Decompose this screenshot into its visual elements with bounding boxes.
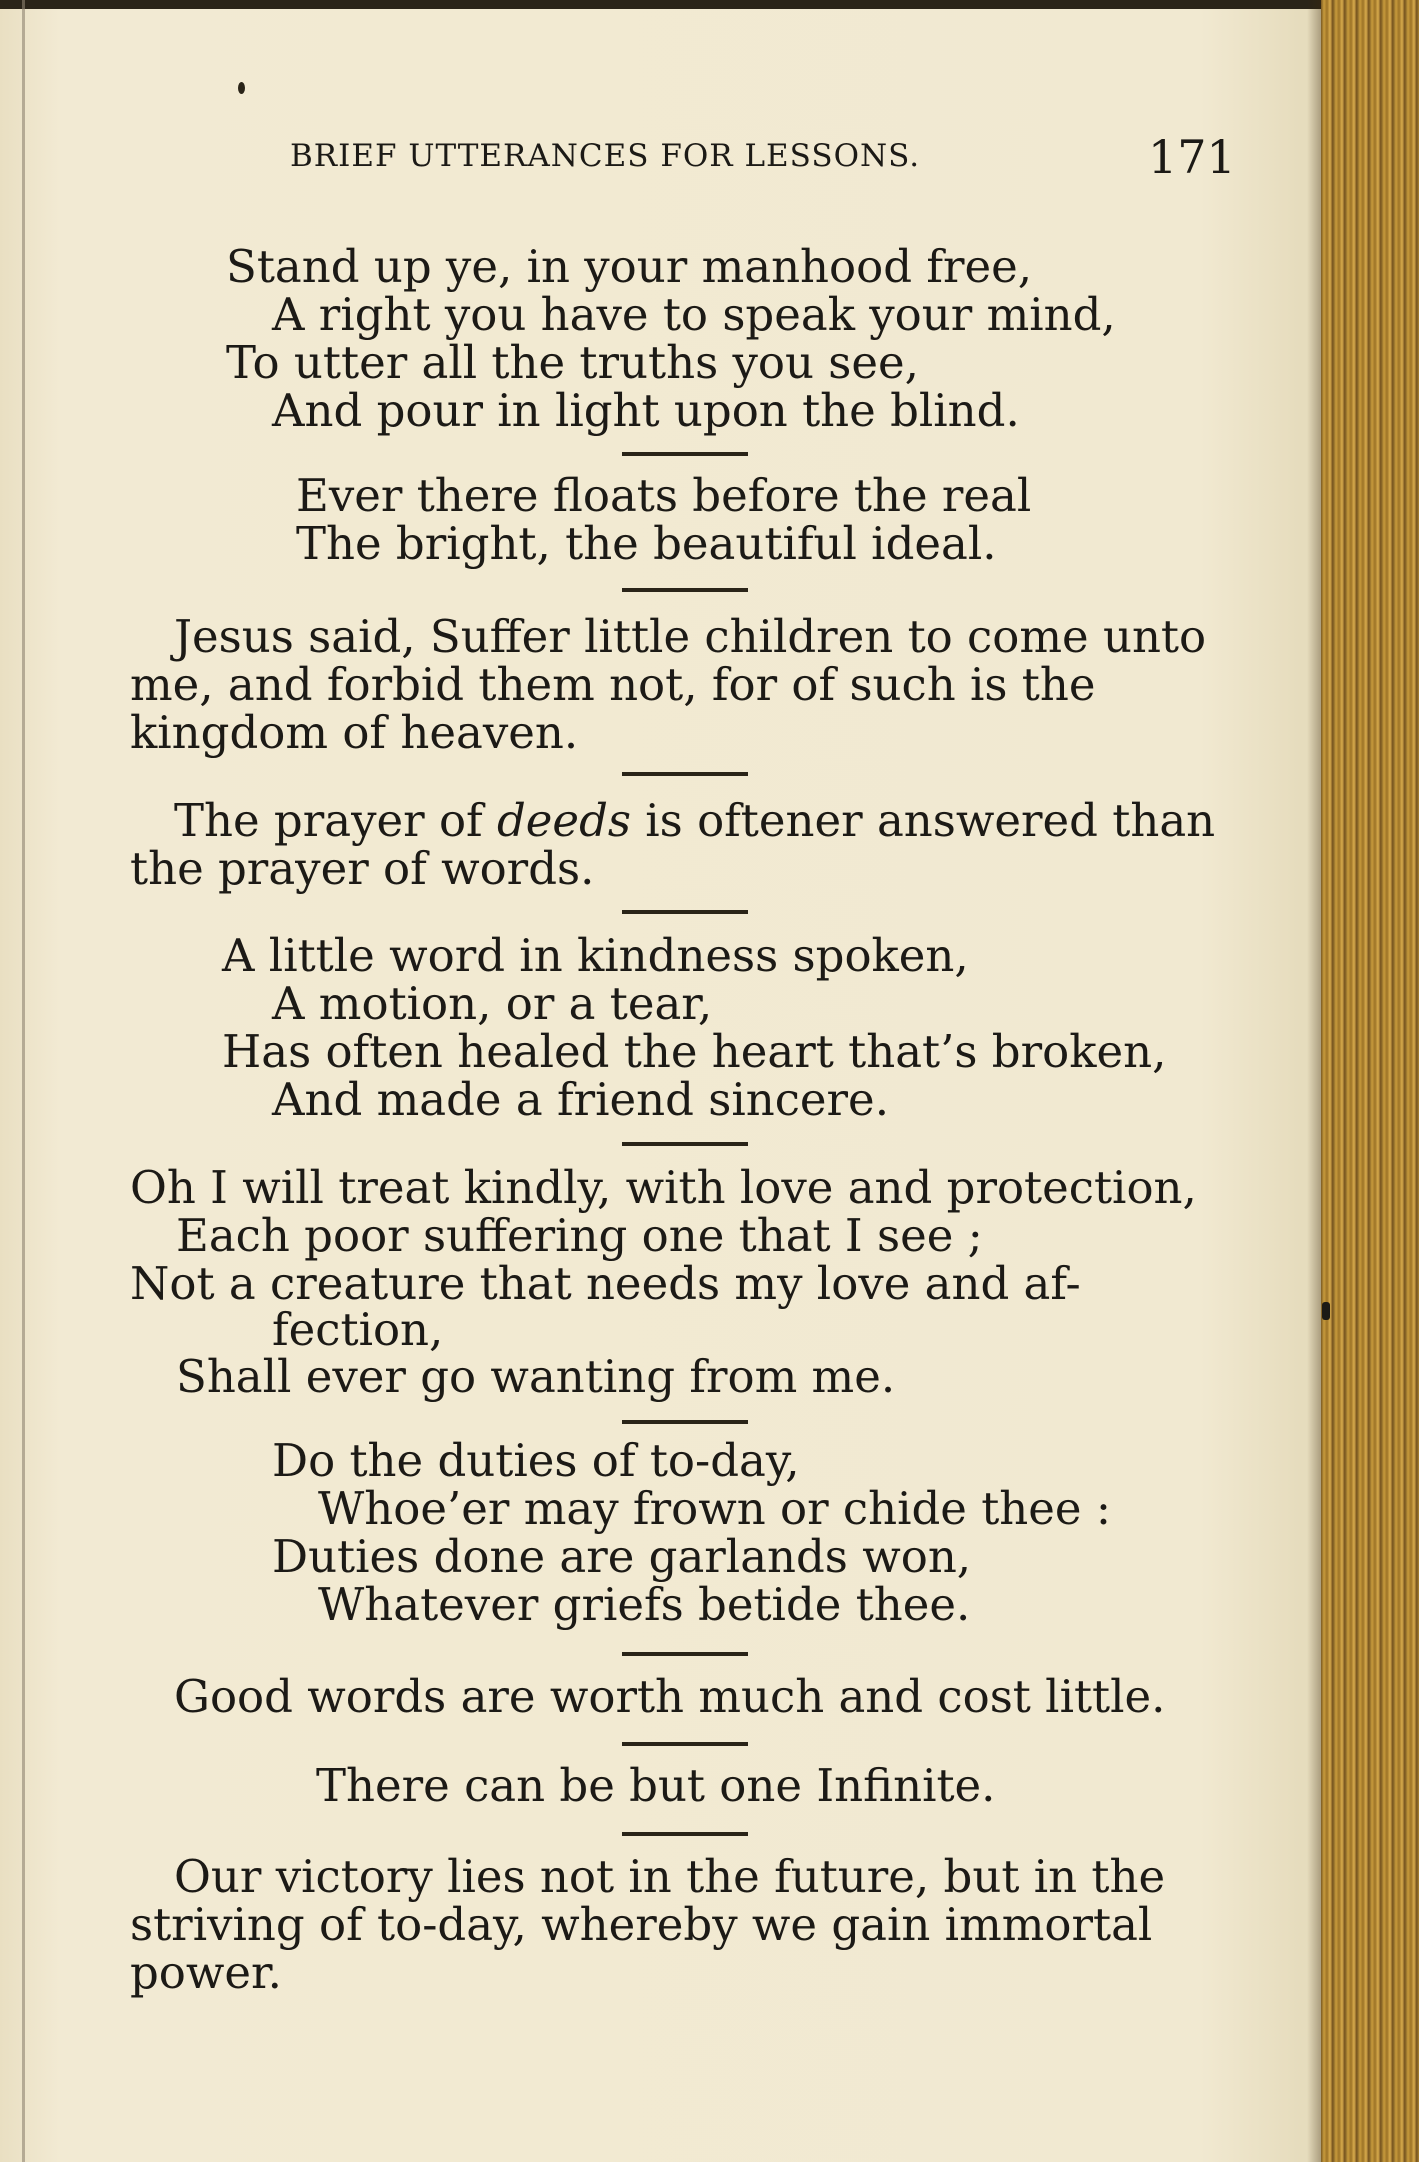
prose2-text: is oftener answered than: [630, 794, 1216, 847]
poem4-line-3: Duties done are garlands won,: [272, 1530, 972, 1583]
saying-infinite: There can be but one Infinite.: [316, 1759, 996, 1812]
poem4-line-2: Whoe’er may frown or chide thee :: [318, 1482, 1112, 1535]
prose2-line-1: [174, 794, 1216, 847]
prose1-line-1: Jesus said, Suffer little children to come unto: [174, 610, 1207, 663]
section-divider: [622, 1652, 748, 1656]
poem1-line-2: A right you have to speak your mind,: [272, 288, 1116, 341]
page-number: 171: [1148, 130, 1236, 184]
running-head: BRIEF UTTERANCES FOR LESSONS.: [290, 138, 921, 174]
poem1-line-4: And pour in light upon the blind.: [272, 384, 1020, 437]
gutter-shadow: [1307, 0, 1321, 2162]
saying-good-words: Good words are worth much and cost little.: [174, 1670, 1166, 1723]
section-divider: [622, 1420, 748, 1424]
section-divider: [622, 1832, 748, 1836]
poem2-line-2: A motion, or a tear,: [272, 977, 713, 1030]
poem3-line-4: fection,: [272, 1303, 444, 1356]
prose1-line-3: kingdom of heaven.: [130, 706, 579, 759]
prose3-line-3: power.: [130, 1946, 282, 1999]
section-divider: [622, 910, 748, 914]
prose2-text: The prayer of: [174, 794, 497, 847]
top-edge-line: [0, 0, 1330, 9]
book-gutter-edge: [1321, 0, 1419, 2162]
poem1-line-3: To utter all the truths you see,: [226, 336, 919, 389]
poem3-line-3: Not a creature that needs my love and af-: [130, 1257, 1081, 1310]
prose1-line-2: me, and forbid them not, for of such is the: [130, 658, 1096, 711]
poem2-line-3: Has often healed the heart that’s broken,: [222, 1025, 1167, 1078]
poem2-line-1: A little word in kindness spoken,: [222, 929, 969, 982]
section-divider: [622, 772, 748, 776]
gutter-mark: [1322, 1302, 1330, 1320]
prose3-line-2: striving of to-day, whereby we gain immortal: [130, 1898, 1153, 1951]
poem3-line-1: Oh I will treat kindly, with love and protection,: [130, 1161, 1197, 1214]
section-divider: [622, 1142, 748, 1146]
left-margin-rule: [22, 0, 25, 2162]
ink-speck: [238, 82, 245, 94]
couplet-line-1: Ever there floats before the real: [296, 469, 1032, 522]
poem2-line-4: And made a friend sincere.: [272, 1073, 889, 1126]
section-divider: [622, 1742, 748, 1746]
poem3-line-5: Shall ever go wanting from me.: [176, 1350, 896, 1403]
prose2-line-2: the prayer of words.: [130, 842, 595, 895]
poem4-line-1: Do the duties of to-day,: [272, 1434, 800, 1487]
couplet-line-2: The bright, the beautiful ideal.: [296, 517, 997, 570]
poem3-line-2: Each poor suffering one that I see ;: [176, 1209, 983, 1262]
poem4-line-4: Whatever griefs betide thee.: [318, 1578, 971, 1631]
poem1-line-1: Stand up ye, in your manhood free,: [226, 240, 1033, 293]
prose2-emphasis: deeds: [497, 794, 631, 847]
prose3-line-1: Our victory lies not in the future, but in the: [174, 1850, 1166, 1903]
section-divider: [622, 452, 748, 456]
section-divider: [622, 588, 748, 592]
